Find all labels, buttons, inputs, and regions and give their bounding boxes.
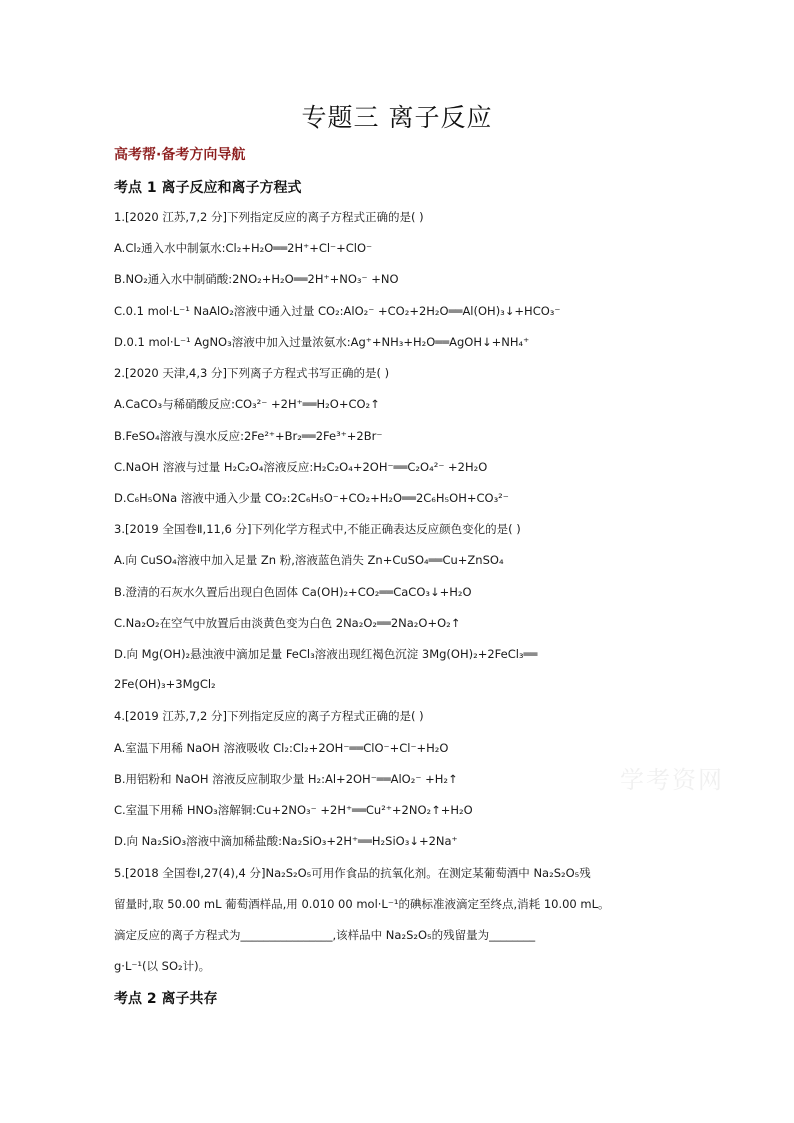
page-title: 专题三 离子反应	[301, 103, 493, 132]
option-1d: D.0.1 mol·L⁻¹ AgNO₃溶液中加入过量浓氨水:Ag⁺+NH₃+H₂O══AgOH↓+NH₄⁺	[114, 335, 530, 349]
question-4: 4.[2019 江苏,7,2 分]下列指定反应的离子方程式正确的是( )	[114, 709, 424, 723]
option-2c: C.NaOH 溶液与过量 H₂C₂O₄溶液反应:H₂C₂O₄+2OH⁻══C₂O₄²⁻ +2H₂O	[114, 460, 488, 474]
option-3d-continued: 2Fe(OH)₃+3MgCl₂	[114, 677, 216, 691]
option-3b: B.澄清的石灰水久置后出现白色固体 Ca(OH)₂+CO₂══CaCO₃↓+H₂O	[114, 585, 472, 599]
option-1c: C.0.1 mol·L⁻¹ NaAlO₂溶液中通入过量 CO₂:AlO₂⁻ +CO₂+2H₂O══Al(OH)₃↓+HCO₃⁻	[114, 304, 561, 318]
question-2: 2.[2020 天津,4,3 分]下列离子方程式书写正确的是( )	[114, 366, 390, 380]
option-2a: A.CaCO₃与稀硝酸反应:CO₃²⁻ +2H⁺══H₂O+CO₂↑	[114, 397, 380, 411]
option-4d: D.向 Na₂SiO₃溶液中滴加稀盐酸:Na₂SiO₃+2H⁺══H₂SiO₃↓+2Na⁺	[114, 834, 458, 848]
option-4a: A.室温下用稀 NaOH 溶液吸收 Cl₂:Cl₂+2OH⁻══ClO⁻+Cl⁻+H₂O	[114, 741, 449, 755]
option-4c: C.室温下用稀 HNO₃溶解铜:Cu+2NO₃⁻ +2H⁺══Cu²⁺+2NO₂↑+H₂O	[114, 803, 473, 817]
question-5: 5.[2018 全国卷Ⅰ,27(4),4 分]Na₂S₂O₅可用作食品的抗氧化剂。在测定某葡萄酒中 Na₂S₂O₅残	[114, 866, 591, 880]
question-3: 3.[2019 全国卷Ⅱ,11,6 分]下列化学方程式中,不能正确表达反应颜色变化的是( )	[114, 522, 521, 536]
section-label: 高考帮·备考方向导航	[114, 147, 246, 163]
option-1a: A.Cl₂通入水中制氯水:Cl₂+H₂O══2H⁺+Cl⁻+ClO⁻	[114, 241, 373, 255]
option-3a: A.向 CuSO₄溶液中加入足量 Zn 粉,溶液蓝色消失 Zn+CuSO₄══Cu+ZnSO₄	[114, 553, 504, 567]
question-5-line-3: 滴定反应的离子方程式为________________,该样品中 Na₂S₂O₅的残留量为________	[114, 928, 536, 942]
option-1b: B.NO₂通入水中制硝酸:2NO₂+H₂O══2H⁺+NO₃⁻ +NO	[114, 272, 399, 286]
question-1: 1.[2020 江苏,7,2 分]下列指定反应的离子方程式正确的是( )	[114, 210, 424, 224]
question-5-line-2: 留量时,取 50.00 mL 葡萄酒样品,用 0.010 00 mol·L⁻¹的碘标准液滴定至终点,消耗 10.00 mL。	[114, 897, 610, 911]
question-5-line-4: g·L⁻¹(以 SO₂计)。	[114, 959, 211, 973]
option-3d: D.向 Mg(OH)₂悬浊液中滴加足量 FeCl₃溶液出现红褐色沉淀 3Mg(OH)₂+2FeCl₃══	[114, 647, 538, 661]
option-2d: D.C₆H₅ONa 溶液中通入少量 CO₂:2C₆H₅O⁻+CO₂+H₂O══2C₆H₅OH+CO₃²⁻	[114, 491, 509, 505]
option-3c: C.Na₂O₂在空气中放置后由淡黄色变为白色 2Na₂O₂══2Na₂O+O₂↑	[114, 616, 461, 630]
topic-heading-2: 考点 2 离子共存	[114, 991, 218, 1007]
topic-heading-1: 考点 1 离子反应和离子方程式	[114, 180, 302, 196]
option-2b: B.FeSO₄溶液与溴水反应:2Fe²⁺+Br₂══2Fe³⁺+2Br⁻	[114, 429, 383, 443]
option-4b: B.用铝粉和 NaOH 溶液反应制取少量 H₂:Al+2OH⁻══AlO₂⁻ +H₂↑	[114, 772, 458, 786]
watermark: 学考资网	[620, 766, 724, 794]
